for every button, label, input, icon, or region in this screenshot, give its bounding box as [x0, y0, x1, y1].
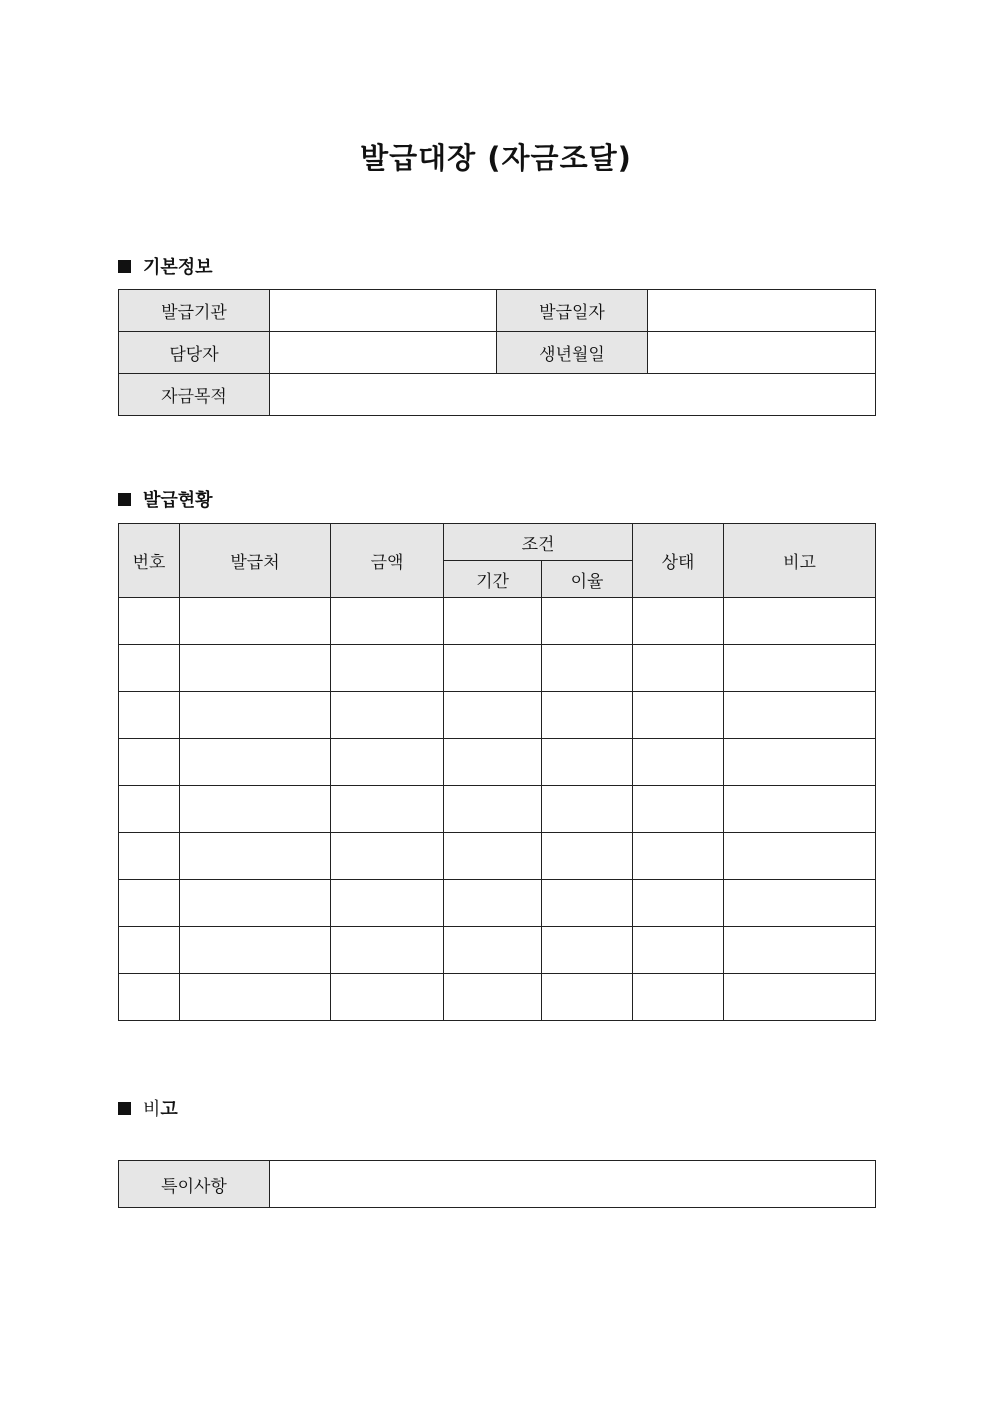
cell-note[interactable]	[724, 786, 876, 833]
col-header-no: 번호	[119, 524, 180, 598]
cell-period[interactable]	[444, 880, 542, 927]
page-title: 발급대장 (자금조달)	[360, 141, 632, 175]
cell-interest[interactable]	[542, 927, 633, 974]
cell-note[interactable]	[724, 927, 876, 974]
cell-state[interactable]	[633, 598, 724, 645]
cell-note[interactable]	[724, 739, 876, 786]
purpose-field[interactable]	[270, 374, 876, 416]
cell-no[interactable]	[119, 786, 180, 833]
birthdate-field[interactable]	[648, 332, 876, 374]
section-heading-remarks	[118, 1095, 178, 1121]
cell-amount[interactable]	[331, 974, 444, 1021]
cell-state[interactable]	[633, 739, 724, 786]
cell-issued-to[interactable]	[180, 786, 331, 833]
issue-date-label: 발급일자	[497, 290, 648, 332]
cell-no[interactable]	[119, 692, 180, 739]
square-bullet-icon	[118, 1102, 131, 1115]
cell-state[interactable]	[633, 880, 724, 927]
col-header-period: 기간	[444, 561, 542, 598]
col-header-conditions: 조건	[444, 524, 633, 561]
birthdate-label: 생년월일	[497, 332, 648, 374]
cell-period[interactable]	[444, 692, 542, 739]
cell-amount[interactable]	[331, 739, 444, 786]
cell-no[interactable]	[119, 833, 180, 880]
special-notes-field[interactable]	[270, 1161, 876, 1208]
table-row	[119, 598, 876, 645]
table-row	[119, 1161, 876, 1208]
cell-interest[interactable]	[542, 598, 633, 645]
manager-field[interactable]	[270, 332, 497, 374]
table-row	[119, 833, 876, 880]
cell-state[interactable]	[633, 927, 724, 974]
col-header-state: 상태	[633, 524, 724, 598]
cell-state[interactable]	[633, 645, 724, 692]
basic-info-table	[118, 289, 876, 416]
cell-amount[interactable]	[331, 645, 444, 692]
section-title-basic: 기본정보	[143, 257, 213, 278]
cell-issued-to[interactable]	[180, 598, 331, 645]
issuer-field[interactable]	[270, 290, 497, 332]
table-row	[119, 374, 876, 416]
cell-period[interactable]	[444, 598, 542, 645]
cell-interest[interactable]	[542, 974, 633, 1021]
cell-no[interactable]	[119, 598, 180, 645]
cell-issued-to[interactable]	[180, 833, 331, 880]
cell-amount[interactable]	[331, 692, 444, 739]
cell-period[interactable]	[444, 927, 542, 974]
cell-period[interactable]	[444, 833, 542, 880]
section-title-remarks-prefix: 비	[143, 1099, 161, 1120]
col-header-issued-to: 발급처	[180, 524, 331, 598]
cell-state[interactable]	[633, 974, 724, 1021]
cell-interest[interactable]	[542, 833, 633, 880]
col-header-amount: 금액	[331, 524, 444, 598]
cell-period[interactable]	[444, 739, 542, 786]
cell-interest[interactable]	[542, 786, 633, 833]
cell-issued-to[interactable]	[180, 645, 331, 692]
section-heading-basic	[118, 253, 213, 279]
table-row	[119, 786, 876, 833]
table-row	[119, 332, 876, 374]
cell-note[interactable]	[724, 880, 876, 927]
cell-amount[interactable]	[331, 880, 444, 927]
cell-issued-to[interactable]	[180, 927, 331, 974]
cell-issued-to[interactable]	[180, 880, 331, 927]
issue-date-field[interactable]	[648, 290, 876, 332]
section-title-remarks-suffix: 고	[160, 1099, 178, 1120]
issuer-label: 발급기관	[119, 290, 270, 332]
table-row	[119, 927, 876, 974]
cell-issued-to[interactable]	[180, 974, 331, 1021]
square-bullet-icon	[118, 260, 131, 273]
cell-state[interactable]	[633, 692, 724, 739]
section-title-status: 발급현황	[143, 490, 213, 511]
table-row	[119, 739, 876, 786]
table-row	[119, 645, 876, 692]
cell-amount[interactable]	[331, 786, 444, 833]
cell-state[interactable]	[633, 786, 724, 833]
cell-no[interactable]	[119, 645, 180, 692]
cell-interest[interactable]	[542, 739, 633, 786]
cell-interest[interactable]	[542, 645, 633, 692]
cell-amount[interactable]	[331, 598, 444, 645]
remarks-table	[118, 1160, 876, 1208]
col-header-note: 비고	[724, 524, 876, 598]
square-bullet-icon	[118, 493, 131, 506]
cell-issued-to[interactable]	[180, 739, 331, 786]
cell-period[interactable]	[444, 974, 542, 1021]
status-table-body	[119, 598, 876, 1021]
cell-note[interactable]	[724, 974, 876, 1021]
cell-period[interactable]	[444, 786, 542, 833]
col-header-interest: 이율	[542, 561, 633, 598]
table-row	[119, 974, 876, 1021]
table-row	[119, 692, 876, 739]
cell-no[interactable]	[119, 974, 180, 1021]
cell-amount[interactable]	[331, 833, 444, 880]
cell-no[interactable]	[119, 739, 180, 786]
special-notes-label: 특이사항	[119, 1161, 270, 1208]
cell-amount[interactable]	[331, 927, 444, 974]
cell-interest[interactable]	[542, 692, 633, 739]
table-header-row	[119, 524, 876, 561]
cell-period[interactable]	[444, 645, 542, 692]
purpose-label: 자금목적	[119, 374, 270, 416]
manager-label: 담당자	[119, 332, 270, 374]
cell-no[interactable]	[119, 880, 180, 927]
cell-note[interactable]	[724, 692, 876, 739]
section-heading-status	[118, 486, 213, 512]
cell-issued-to[interactable]	[180, 692, 331, 739]
issuance-status-table	[118, 523, 876, 1021]
cell-note[interactable]	[724, 598, 876, 645]
cell-note[interactable]	[724, 645, 876, 692]
cell-state[interactable]	[633, 833, 724, 880]
cell-note[interactable]	[724, 833, 876, 880]
table-row	[119, 290, 876, 332]
cell-no[interactable]	[119, 927, 180, 974]
table-row	[119, 880, 876, 927]
cell-interest[interactable]	[542, 880, 633, 927]
